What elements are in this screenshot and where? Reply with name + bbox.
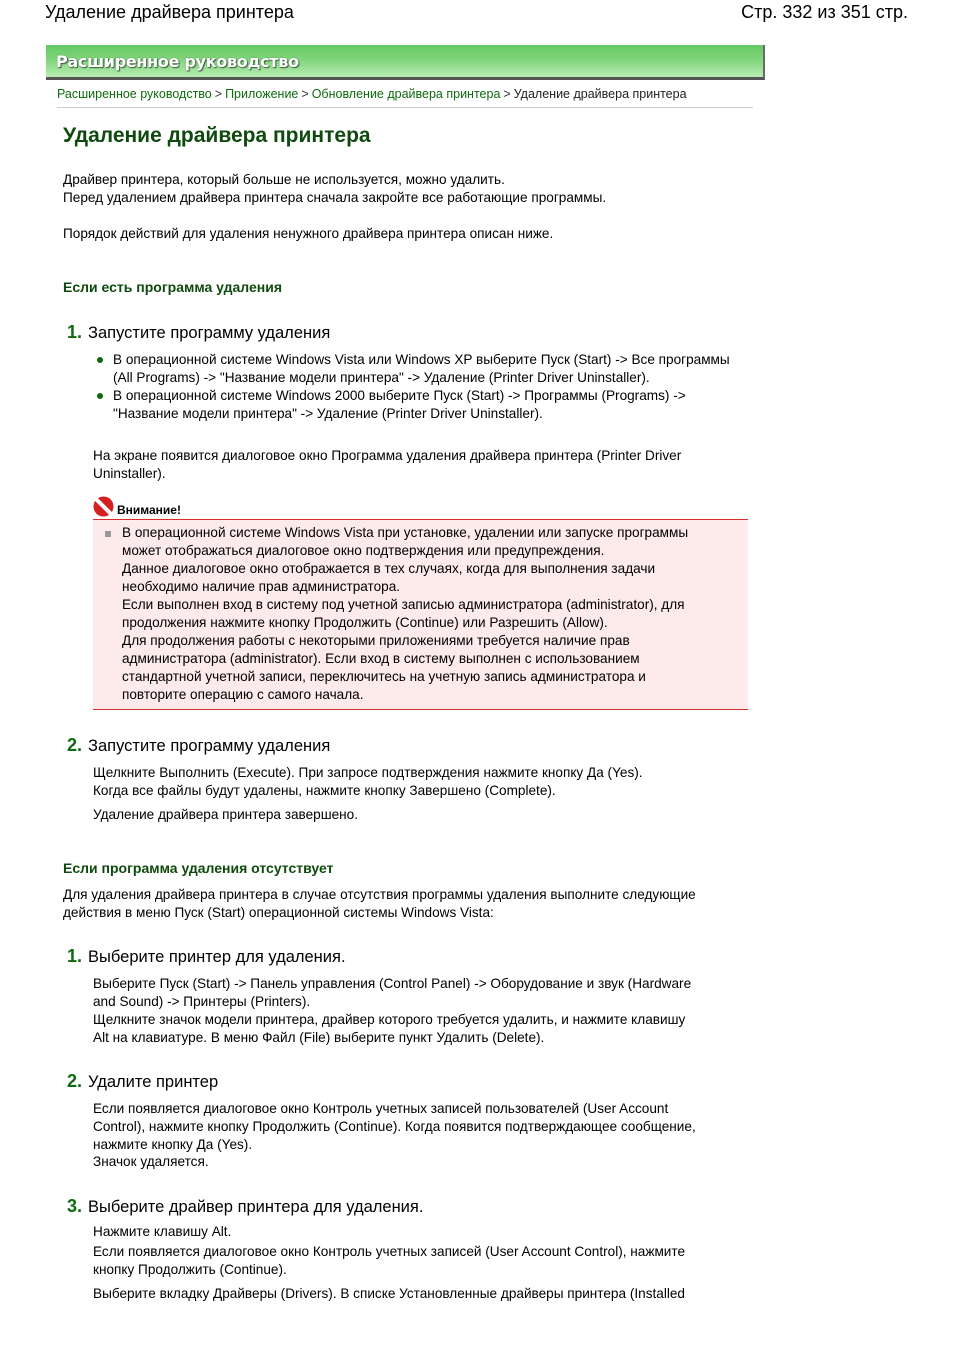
breadcrumb-separator: > — [503, 87, 511, 101]
breadcrumb-link-appendix[interactable]: Приложение — [225, 87, 299, 101]
note-line: администратора (administrator). Если вход в систему выполнен с использованием — [122, 651, 640, 666]
bullet-item — [93, 351, 733, 387]
s2-step-1-line: Щелкните значок модели принтера, драйвер которого требуется удалить, и нажмите клавишу — [93, 1012, 686, 1027]
breadcrumb-separator: > — [214, 87, 223, 101]
note-line: Для продолжения работы с некоторыми приложениями требуется наличие прав — [122, 633, 630, 648]
note-label: Внимание! — [117, 503, 181, 517]
s2-step-3-line: Нажмите клавишу Alt. — [93, 1224, 232, 1239]
s2-step-2-line: Значок удаляется. — [93, 1154, 209, 1169]
page-header — [0, 0, 954, 26]
section-2-intro-line-2: действия в меню Пуск (Start) операционной системы Windows Vista: — [63, 905, 494, 920]
note-line: необходимо наличие прав администратора. — [122, 579, 401, 594]
square-bullet-icon — [105, 531, 111, 537]
step-2-text-3: Удаление драйвера принтера завершено. — [93, 807, 359, 822]
section-heading-without-uninstaller: Если программа удаления отсутствует — [63, 860, 334, 876]
note-line: повторите операцию с самого начала. — [122, 687, 364, 702]
step-title: Запустите программу удаления — [88, 324, 331, 342]
breadcrumb-link-update-driver[interactable]: Обновление драйвера принтера — [311, 87, 501, 101]
step-number: 1. — [67, 322, 83, 342]
s2-step-1-heading — [67, 946, 346, 967]
bullet-dot-icon — [97, 393, 103, 399]
bullet-text: В операционной системе Windows Vista или Windows XP выберите Пуск (Start) -> Все программы (All Programs) -> "Название модели принтера" -> Удаление (Printer Driver Uninstaller). — [113, 352, 730, 385]
note-line: Данное диалоговое окно отображается в тех случаях, когда для выполнения задачи — [122, 561, 656, 576]
note-text — [122, 524, 742, 704]
step-title: Удалите принтер — [88, 1073, 219, 1091]
step-title: Запустите программу удаления — [88, 737, 331, 755]
step-2-heading — [67, 735, 330, 756]
breadcrumb-current: Удаление драйвера принтера — [513, 87, 687, 101]
step-2-text-1: Щелкните Выполнить (Execute). При запросе подтверждения нажмите кнопку Да (Yes). — [93, 765, 643, 780]
stop-icon — [93, 496, 114, 517]
s2-step-2-line: Если появляется диалоговое окно Контроль учетных записей пользователей (User Account — [93, 1101, 669, 1116]
s2-step-3-line: кнопку Продолжить (Continue). — [93, 1262, 287, 1277]
s2-step-1-line: and Sound) -> Принтеры (Printers). — [93, 994, 311, 1009]
bullet-text: В операционной системе Windows 2000 выберите Пуск (Start) -> Программы (Programs) -> "Название модели принтера" -> Удаление (Printer Driver Uninstaller). — [113, 388, 686, 421]
banner-title: Расширенное руководство — [56, 52, 299, 71]
section-2-intro-line-1: Для удаления драйвера принтера в случае отсутствия программы удаления выполните следующие — [63, 887, 696, 902]
bullet-item — [93, 387, 733, 423]
step-2-text-2: Когда все файлы будут удалены, нажмите кнопку Завершено (Complete). — [93, 783, 556, 798]
step-title: Выберите принтер для удаления. — [88, 948, 346, 966]
step-1-bullet-list — [93, 351, 733, 423]
note-line: может отображаться диалоговое окно подтверждения или предупреждения. — [122, 543, 605, 558]
breadcrumb-separator: > — [301, 87, 309, 101]
intro-line-3: Порядок действий для удаления ненужного драйвера принтера описан ниже. — [63, 226, 554, 241]
intro-line-2: Перед удалением драйвера принтера сначала закройте все работающие программы. — [63, 190, 607, 205]
document-title: Удаление драйвера принтера — [45, 2, 294, 22]
bullet-dot-icon — [97, 357, 103, 363]
page-number: Стр. 332 из 351 стр. — [741, 2, 908, 22]
note-line: Если выполнен вход в систему под учетной записью администратора (administrator), для — [122, 597, 685, 612]
step-number: 1. — [67, 946, 83, 966]
manual-banner — [46, 45, 765, 80]
section-heading-with-uninstaller: Если есть программа удаления — [63, 279, 283, 295]
step-number: 3. — [67, 1196, 83, 1216]
breadcrumb-link-advanced-guide[interactable]: Расширенное руководство — [57, 87, 212, 101]
s2-step-1-line: Alt на клавиатуре. В меню Файл (File) выберите пункт Удалить (Delete). — [93, 1030, 545, 1045]
intro-line-1: Драйвер принтера, который больше не используется, можно удалить. — [63, 172, 505, 187]
step-1-heading — [67, 322, 330, 343]
s2-step-2-line: Control), нажмите кнопку Продолжить (Continue). Когда появится подтверждающее сообщение, — [93, 1119, 696, 1134]
s2-step-2-heading — [67, 1071, 218, 1092]
note-line: стандартной учетной записи, переключитесь на учетную запись администратора и — [122, 669, 646, 684]
s2-step-2-line: нажмите кнопку Да (Yes). — [93, 1137, 253, 1152]
breadcrumb — [57, 85, 753, 108]
step-number: 2. — [67, 735, 83, 755]
s2-step-3-line: Если появляется диалоговое окно Контроль учетных записей (User Account Control), нажмите — [93, 1244, 686, 1259]
s2-step-3-line: Выберите вкладку Драйверы (Drivers). В списке Установленные драйверы принтера (Installed — [93, 1286, 685, 1301]
note-line: продолжения нажмите кнопку Продолжить (Continue) или Разрешить (Allow). — [122, 615, 608, 630]
step-1-result-text: На экране появится диалоговое окно Программа удаления драйвера принтера (Printer Driver Uninstaller). — [93, 448, 682, 481]
note-line: В операционной системе Windows Vista при установке, удалении или запуске программы — [122, 525, 689, 540]
note-box — [93, 519, 748, 710]
step-number: 2. — [67, 1071, 83, 1091]
step-title: Выберите драйвер принтера для удаления. — [88, 1198, 424, 1216]
s2-step-3-heading — [67, 1196, 423, 1217]
s2-step-1-line: Выберите Пуск (Start) -> Панель управления (Control Panel) -> Оборудование и звук (Hardware — [93, 976, 692, 991]
page-title: Удаление драйвера принтера — [63, 124, 371, 147]
